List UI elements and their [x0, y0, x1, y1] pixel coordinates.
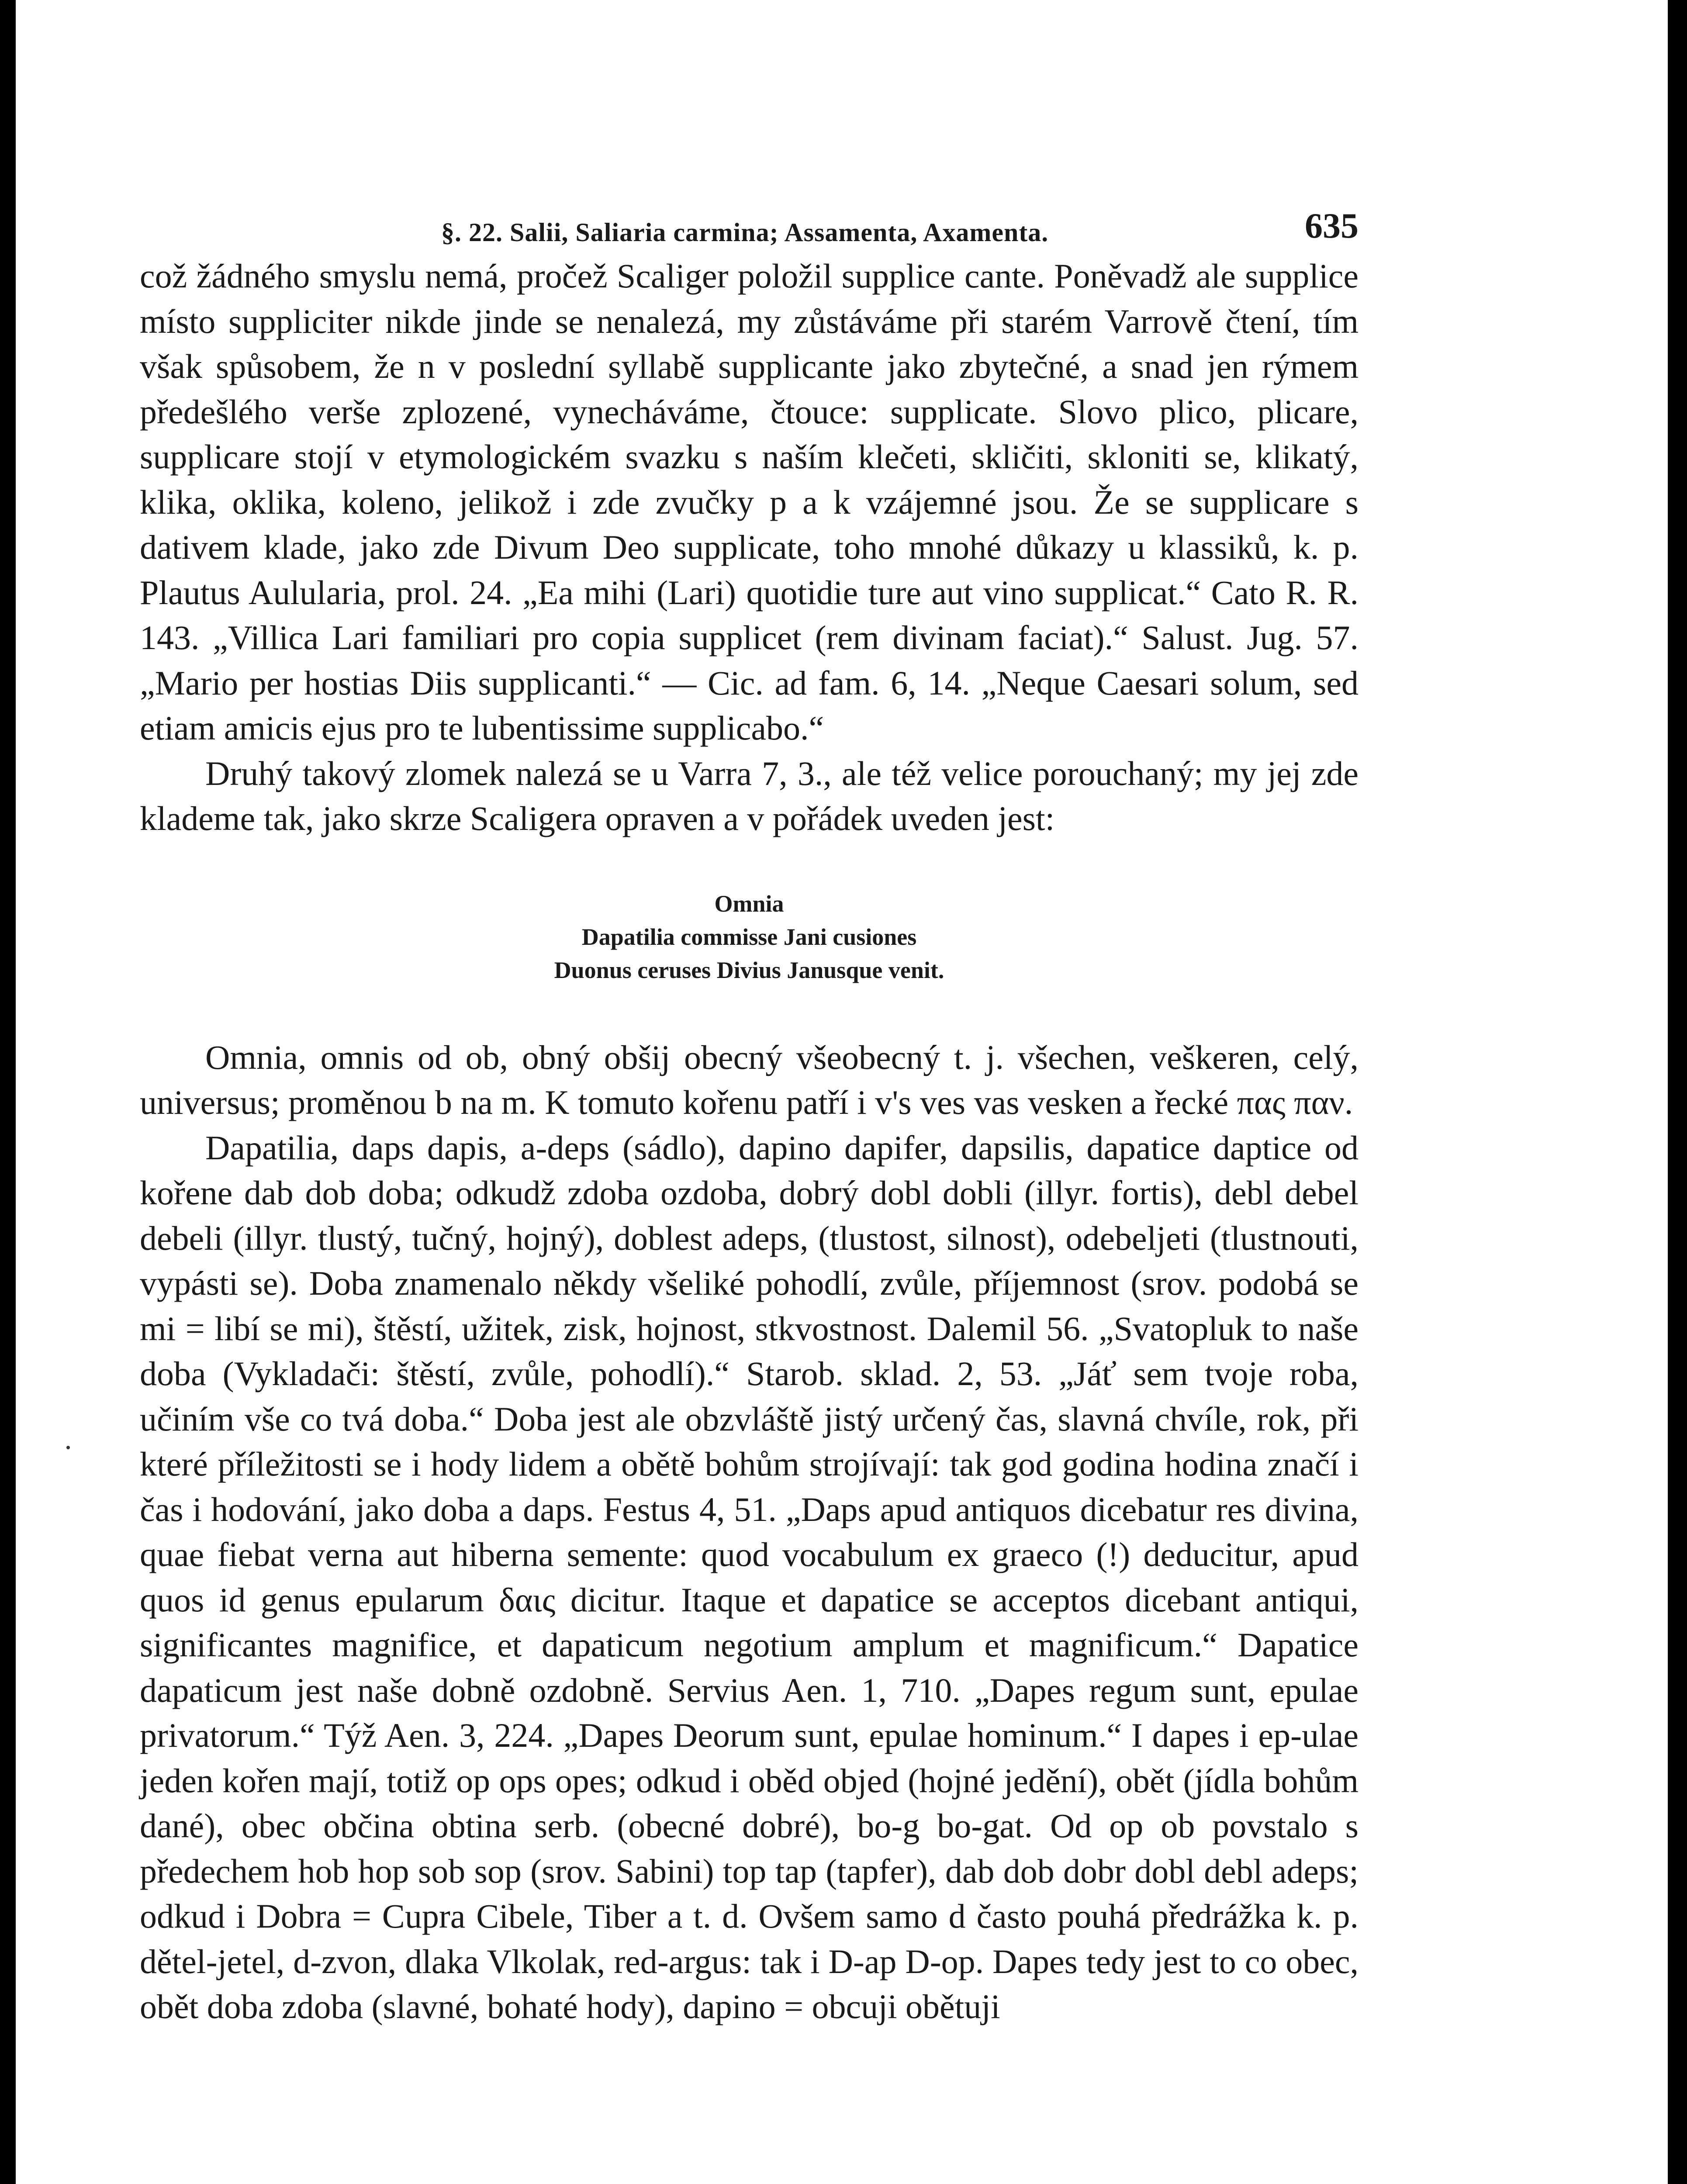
scan-edge-left — [0, 0, 16, 2184]
scan-speck — [66, 1446, 70, 1449]
verse-line: Duonus ceruses Divius Janusque venit. — [554, 957, 944, 983]
verse-quotation — [140, 887, 1359, 987]
paragraph-continued: což žádného smyslu nemá, pročež Scaliger položil supplice cante. Poněvadž ale supplice místo suppliciter nikde jinde se nenalezá, my zůstáváme při starém Varrově čtení, tím však spůsobem, že n v poslední syllabě supplicante jako zbytečné, a snad jen rýmem předešlého verše zplozené, vynecháváme, čtouce: supplicate. Slovo plico, plicare, supplicare stojí v etymologickém svazku s naším klečeti, skličiti, skloniti se, klikatý, klika, oklika, koleno, jelikož i zde zvučky p a k vzájemné jsou. Že se supplicare s dativem klade, jako zde Divum Deo supplicate, toho mnohé důkazy u klassiků, k. p. Plautus Aulularia, prol. 24. „Ea mihi (Lari) quotidie ture aut vino supplicat.“ Cato R. R. 143. „Villica Lari familiari pro copia supplicet (rem divinam faciat).“ Salust. Jug. 57. „Mario per hostias Diis supplicanti.“ — Cic. ad fam. 6, 14. „Neque Caesari solum, sed etiam amicis ejus pro te lubentissime supplicabo.“ — [140, 257, 1359, 747]
scan-edge-right — [1668, 0, 1687, 2184]
verse-line: Dapatilia commisse Jani cusiones — [581, 923, 917, 950]
verse-line: Omnia — [714, 890, 784, 917]
running-head — [140, 205, 1359, 253]
paragraph-omnia: Omnia, omnis od ob, obný obšij obecný všeobecný t. j. všechen, veškeren, celý, universus; proměnou b na m. K tomuto kořenu patří i v's ves vas vesken a řecké πας παν. — [140, 1038, 1359, 1121]
paragraph-dapatilia: Dapatilia, daps dapis, a-deps (sádlo), dapino dapifer, dapsilis, dapatice daptice od kořene dab dob doba; odkudž zdoba ozdoba, dobrý dobl dobli (illyr. fortis), debl debel debeli (illyr. tlustý, tučný, hojný), doblest adeps, (tlustost, silnost), odebeljeti (tlustnouti, vypásti se). Doba znamenalo někdy všeliké pohodlí, zvůle, příjemnost (srov. podobá se mi = libí se mi), štěstí, užitek, zisk, hojnost, stkvostnost. Dalemil 56. „Svatopluk to naše doba (Vykladači: štěstí, zvůle, pohodlí).“ Starob. sklad. 2, 53. „Jáť sem tvoje roba, učiním vše co tvá doba.“ Doba jest ale obzvláště jistý určený čas, slavná chvíle, rok, při které příležitosti se i hody lidem a obětě bohům strojívají: tak god godina hodina značí i čas i hodování, jako doba a daps. Festus 4, 51. „Daps apud antiquos dicebatur res divina, quae fiebat verna aut hiberna semente: quod vocabulum ex graeco (!) deducitur, apud quos id genus epularum δαις dicitur. Itaque et dapatice se acceptos dicebant antiqui, significantes magnifice, et dapaticum negotium amplum et magnificum.“ Dapatice dapaticum jest naše dobně ozdobně. Servius Aen. 1, 710. „Dapes regum sunt, epulae privatorum.“ Týž Aen. 3, 224. „Dapes Deorum sunt, epulae hominum.“ I dapes i ep-ulae jeden kořen mají, totiž op ops opes; odkud i oběd objed (hojné jedění), obět (jídla bohům dané), obec občina obtina serb. (obecné dobré), bo-g bo-gat. Od op ob povstalo s předechem hob hop sob sop (srov. Sabini) top tap (tapfer), dab dob dobr dobl debl adeps; odkud i Dobra = Cupra Cibele, Tiber a t. d. Ovšem samo d často pouhá předrážka k. p. dětel-jetel, d-zvon, dlaka Vlkolak, red-argus: tak i D-ap D-op. Dapes tedy jest to co obec, obět doba zdoba (slavné, bohaté hody), dapino = obcuji obětuji — [140, 1128, 1359, 2025]
running-title: §. 22. Salii, Saliaria carmina; Assamenta, Axamenta. — [441, 218, 1049, 247]
paragraph-varro-fragment: Druhý takový zlomek nalezá se u Varra 7, 3., ale též velice porouchaný; my jej zde klademe tak, jako skrze Scaligera opraven a v pořádek uveden jest: — [140, 754, 1359, 837]
book-page — [140, 205, 1359, 2029]
page-number: 635 — [1305, 206, 1359, 245]
